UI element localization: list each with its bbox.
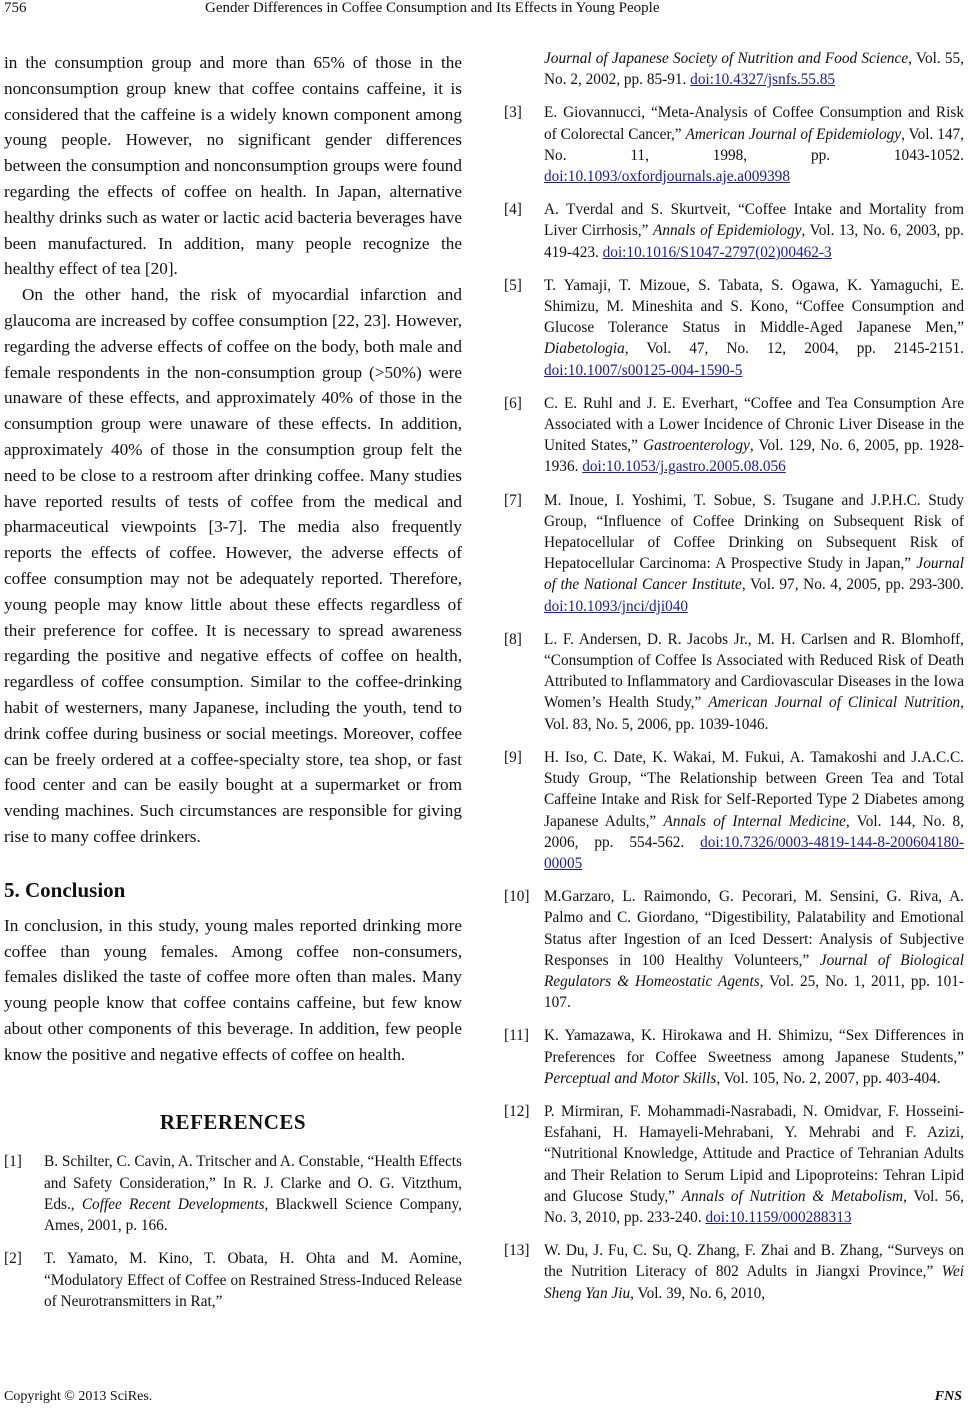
reference-details: , Vol. 13, No. 6, 2003, pp. 419-423. [544, 222, 964, 261]
reference-number: [3] [504, 104, 522, 122]
reference-number: [11] [504, 1027, 529, 1045]
reference-details: , Vol. 55, No. 2, 2002, pp. 85-91. [544, 50, 964, 89]
reference-details: , Vol. 144, No. 8, 2006, pp. 554-562. [544, 812, 965, 851]
reference-text: T. Yamaji, T. Mizoue, S. Tabata, S. Ogawa, K. Yamaguchi, E. Shimizu, M. Mineshita and S. Kono, “Coffee Consumption and Glucose Tolerance Status in Middle-Aged Japanese Men,” [544, 276, 964, 337]
reference-item [504, 1240, 964, 1304]
doi-link[interactable]: doi:10.1159/000288313 [705, 1208, 852, 1226]
reference-source: Journal of Japanese Society of Nutrition and Food Science [544, 50, 909, 67]
journal-abbreviation: FNS [934, 1389, 962, 1404]
reference-source: Coffee Recent Developments [81, 1195, 265, 1213]
reference-text: M. Inoue, I. Yoshimi, T. Sobue, S. Tsugane and J.P.H.C. Study Group, “Influence of Coffee Drinking on Subsequent Risk of Hepatocellular of Coffee Drinking on Subsequent Risk of Hepatocellular Carcinoma: A Prospective Study in Japan,” [544, 491, 964, 573]
doi-link[interactable]: doi:10.7326/0003-4819-144-8-200604180-00005 [544, 833, 964, 872]
reference-item [504, 886, 964, 1013]
reference-text: W. Du, J. Fu, C. Su, Q. Zhang, F. Zhai and B. Zhang, “Surveys on the Nutrition Literacy of 802 Adults in Jiangxi Province,” [544, 1242, 964, 1281]
reference-item [504, 393, 964, 478]
running-title: Gender Differences in Coffee Consumption and Its Effects in Young People [205, 0, 660, 16]
reference-item [504, 747, 964, 874]
reference-item [4, 1151, 462, 1236]
reference-source: Journal of Biological Regulators & Homeostatic Agents [544, 951, 964, 990]
page-header [0, 0, 968, 30]
reference-text: B. Schilter, C. Cavin, A. Tritscher and A. Constable, “Health Effects and Safety Consideration,” In R. J. Clarke and O. G. Vitzthum, Eds., [44, 1153, 462, 1213]
reference-number: [5] [504, 276, 522, 294]
doi-link[interactable]: doi:10.1093/jnci/dji040 [544, 597, 689, 615]
reference-source: Diabetologia [544, 340, 625, 358]
reference-number: [10] [504, 888, 530, 906]
paragraph-adverse-effects: On the other hand, the risk of myocardial infarction and glaucoma are increased by coffee consumption [22, 23]. However, regarding the adverse effects of coffee on the body, both male and female respondents in the non-consumption group (>50%) were unaware of these effects, and approximately 40% of those in the consumption group were unaware of these effects. In addition, approximately 40% of those in the consumption group felt the need to be close to a restroom after drinking coffee. Many studies have reported results of tests of coffee from the medical and pharmaceutical viewpoints [3-7]. The media also frequently reports the effects of coffee. However, the adverse effects of coffee consumption may not be adequately reported. Therefore, young people may know little about these effects regardless of their preference for coffee. It is necessary to spread awareness regarding the positive and negative effects of coffee on health, regardless of coffee consumption. Similar to the coffee-drinking habit of westerners, many Japanese, including the youth, tend to drink coffee during business or social meetings. Moreover, coffee can be freely ordered at a coffee-specialty store, tea shop, or fast food center and can be easily bought at a supermarket or from vending machines. Such circumstances are responsible for giving rise to many coffee drinkers. [4, 285, 462, 846]
doi-link[interactable]: doi:10.1053/j.gastro.2005.08.056 [582, 458, 786, 476]
reference-number: [1] [4, 1153, 22, 1171]
reference-source: Annals of Nutrition & Metabolism [681, 1187, 904, 1205]
reference-source: Journal of the National Cancer Institute [544, 555, 964, 594]
reference-details: , Vol. 39, No. 6, 2010, [630, 1284, 766, 1302]
reference-text: L. F. Andersen, D. R. Jacobs Jr., M. H. Carlsen and R. Blomhoff, “Consumption of Coffee Is Associated with Reduced Risk of Death Attributed to Inflammatory and Cardiovascular Diseases in the Iowa Women’s Health Study,” [544, 630, 964, 712]
reference-text: H. Iso, C. Date, K. Wakai, M. Fukui, A. Tamakoshi and J.A.C.C. Study Group, “The Relationship between Green Tea and Total Caffeine Intake and Risk for Self-Reported Type 2 Diabetes among Japanese Adults,” [544, 748, 964, 830]
reference-number: [8] [504, 630, 522, 648]
conclusion-heading: 5. Conclusion [4, 877, 126, 902]
reference-text: T. Yamato, M. Kino, T. Obata, H. Ohta and M. Aomine, “Modulatory Effect of Coffee on Restrained Stress-Induced Release of Neurotransmitters in Rat,” [44, 1250, 462, 1310]
reference-item [504, 490, 964, 617]
reference-details: , Vol. 56, No. 3, 2010, pp. 233-240. [544, 1187, 964, 1226]
reference-item [4, 1248, 462, 1312]
reference-number: [7] [504, 491, 522, 509]
reference-number: [2] [4, 1250, 22, 1268]
reference-number: [6] [504, 394, 522, 412]
copyright-notice: Copyright © 2013 SciRes. [4, 1389, 153, 1404]
doi-link[interactable]: doi:10.1093/oxfordjournals.aje.a009398 [544, 168, 790, 186]
reference-source: Perceptual and Motor Skills [544, 1069, 717, 1087]
reference-number: [13] [504, 1242, 530, 1260]
reference-number: [4] [504, 201, 522, 219]
reference-source: Annals of Internal Medicine [663, 812, 846, 830]
conclusion-paragraph: In conclusion, in this study, young males reported drinking more coffee than young females. Among coffee non-consumers, females disliked the taste of coffee more often than males. Many young people know that coffee contains caffeine, but few know about other components of this beverage. In addition, few people know the positive and negative effects of coffee on health. [4, 915, 462, 1064]
reference-text: E. Giovannucci, “Meta-Analysis of Coffee Consumption and Risk of Colorectal Cancer,” [544, 104, 964, 143]
reference-details: , Vol. 97, No. 4, 2005, pp. 293-300. [741, 576, 964, 594]
page-footer [0, 1389, 968, 1411]
reference-details: , Vol. 105, No. 2, 2007, pp. 403-404. [716, 1069, 941, 1087]
reference-details: , Vol. 147, No. 11, 1998, pp. 1043-1052. [544, 125, 965, 164]
reference-details: , Vol. 25, No. 1, 2011, pp. 101-107. [544, 972, 964, 1012]
left-column [4, 50, 462, 1324]
reference-item [504, 275, 964, 381]
reference-source: Annals of Epidemiology [653, 222, 802, 240]
reference-number: [9] [504, 748, 522, 766]
reference-source: Gastroenterology [643, 437, 750, 455]
reference-source: American Journal of Epidemiology [685, 125, 902, 143]
reference-item-continued [504, 48, 964, 90]
doi-link[interactable]: doi:10.4327/jsnfs.55.85 [690, 71, 836, 89]
paragraph-continuation: in the consumption group and more than 65% of those in the nonconsumption group knew that coffee contains caffeine, it is considered that the caffeine is a widely known component among young people. However, no significant gender differences between the consumption and nonconsumption groups were found regarding the effects of coffee on health. In Japan, alternative healthy drinks such as water or lactic acid bacteria beverages have been manufactured. In addition, many people recognize the healthy effect of tea [20]. [4, 53, 462, 279]
reference-text: M.Garzaro, L. Raimondo, G. Pecorari, M. Sensini, G. Riva, A. Palmo and C. Giordano, “Digestibility, Palatability and Emotional Status after Ingestion of an Iced Dessert: Analysis of Subjective Responses in 100 Healthy Volunteers,” [544, 888, 964, 969]
reference-details: , Vol. 83, No. 5, 2006, pp. 1039-1046. [544, 694, 964, 733]
reference-number: [12] [504, 1102, 530, 1120]
reference-item [504, 1101, 964, 1228]
reference-text: C. E. Ruhl and J. E. Everhart, “Coffee and Tea Consumption Are Associated with a Lower Incidence of Chronic Liver Disease in the United States,” [544, 394, 964, 455]
reference-details: , Vol. 47, No. 12, 2004, pp. 2145-2151. [624, 340, 964, 358]
reference-text: P. Mirmiran, F. Mohammadi-Nasrabadi, N. Omidvar, F. Hosseini-Esfahani, H. Hamayeli-Mehrabani, Y. Mehrabi and F. Azizi, “Nutritional Knowledge, Attitude and Practice of Tehranian Adults and Their Relation to Serum Lipid and Lipoproteins: Tehran Lipid and Glucose Study,” [544, 1102, 964, 1205]
reference-item [504, 1025, 964, 1089]
reference-item [504, 199, 964, 263]
reference-details: , Blackwell Science Company, Ames, 2001, p. 166. [44, 1195, 462, 1235]
reference-source: American Journal of Clinical Nutrition [708, 694, 961, 712]
reference-item [504, 629, 964, 735]
right-column [504, 50, 964, 1316]
reference-details: , Vol. 129, No. 6, 2005, pp. 1928-1936. [544, 437, 964, 476]
reference-source: Wei Sheng Yan Jiu [544, 1263, 964, 1302]
references-heading: REFERENCES [159, 1110, 307, 1135]
page-number: 756 [4, 0, 27, 16]
doi-link[interactable]: doi:10.1007/s00125-004-1590-5 [544, 361, 743, 379]
reference-text: K. Yamazawa, K. Hirokawa and H. Shimizu, “Sex Differences in Preferences for Coffee Sweetness among Japanese Students,” [544, 1027, 964, 1066]
doi-link[interactable]: doi:10.1016/S1047-2797(02)00462-3 [602, 243, 832, 261]
reference-item [504, 102, 964, 187]
reference-text: A. Tverdal and S. Skurtveit, “Coffee Intake and Mortality from Liver Cirrhosis,” [544, 201, 964, 240]
